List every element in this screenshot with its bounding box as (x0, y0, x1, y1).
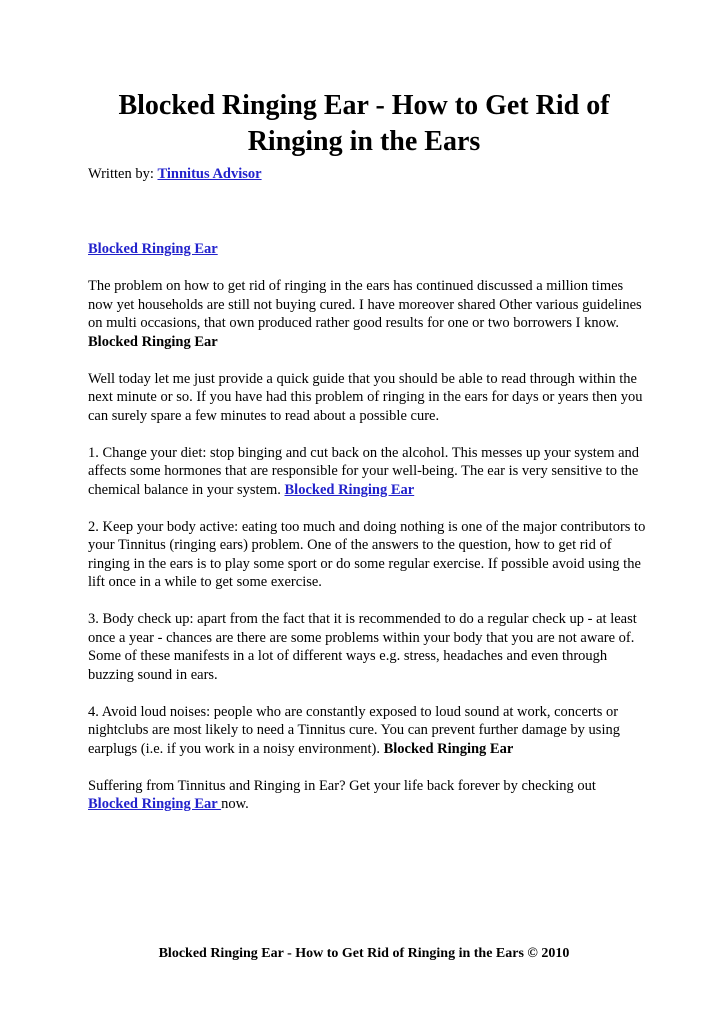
paragraph-3-text: 1. Change your diet: stop binging and cut back on the alcohol. This messes up your system and affects some hormones that are responsible for your well-being. The ear is very sensitive to the chemical balance in your system. (88, 444, 640, 498)
paragraph-2: Well today let me just provide a quick guide that you should be able to read through within the next minute or so. If you have had this problem of ringing in the ears for days or years then you can surely spare a few minutes to read about a possible cure. (88, 370, 643, 424)
paragraph-7 (88, 777, 648, 814)
section-heading (88, 240, 648, 259)
page-title (60, 88, 668, 160)
paragraph-1 (88, 277, 648, 351)
title-line-2: Ringing in the Ears (247, 126, 481, 157)
paragraph-3-link[interactable]: Blocked Ringing Ear (284, 481, 415, 498)
paragraph-7-suffix: now. (221, 796, 249, 812)
section-heading-link[interactable]: Blocked Ringing Ear (88, 241, 218, 257)
paragraph-6 (88, 703, 648, 759)
page-footer: Blocked Ringing Ear - How to Get Rid of Ringing in the Ears © 2010 (158, 946, 570, 961)
paragraph-6-keyword: Blocked Ringing Ear (383, 740, 514, 757)
byline-prefix: Written by: (88, 166, 158, 182)
paragraph-4: 2. Keep your body active: eating too much and doing nothing is one of the major contributors to your Tinnitus (ringing ears) problem. One of the answers to the question, how to get rid of ringing in the ears is to play some sport or do some regular exercise. If possible avoid using the lift once in a while to get some exercise. (88, 518, 646, 590)
author-link[interactable]: Tinnitus Advisor (157, 166, 262, 182)
paragraph-5: 3. Body check up: apart from the fact that it is recommended to do a regular check up - at least once a year - chances are there are some problems within your body that you are not aware of. Some of these manifests in a lot of different ways e.g. stress, headaches and even through buzzing sound in ears. (88, 611, 637, 683)
byline (88, 164, 262, 184)
paragraph-6-text: 4. Avoid loud noises: people who are constantly exposed to loud sound at work, concerts or nightclubs are most likely to need a Tinnitus cure. You can prevent further damage by using earplugs (i.e. if you work in a noisy environment). (88, 703, 620, 757)
title-line-1: Blocked Ringing Ear - How to Get Rid of (118, 90, 610, 121)
paragraph-1-text: The problem on how to get rid of ringing in the ears has continued discussed a million times now yet households are still not buying cured. I have moreover shared Other various guidelines on multi occasions, that own produced rather good results for one or two borrowers I know. (88, 278, 642, 331)
paragraph-7-text: Suffering from Tinnitus and Ringing in Ear? Get your life back forever by checking out (88, 777, 596, 794)
paragraph-1-keyword: Blocked Ringing Ear (88, 333, 218, 350)
paragraph-3 (88, 444, 648, 500)
paragraph-7-link[interactable]: Blocked Ringing Ear (88, 796, 222, 812)
article-body (88, 240, 648, 832)
